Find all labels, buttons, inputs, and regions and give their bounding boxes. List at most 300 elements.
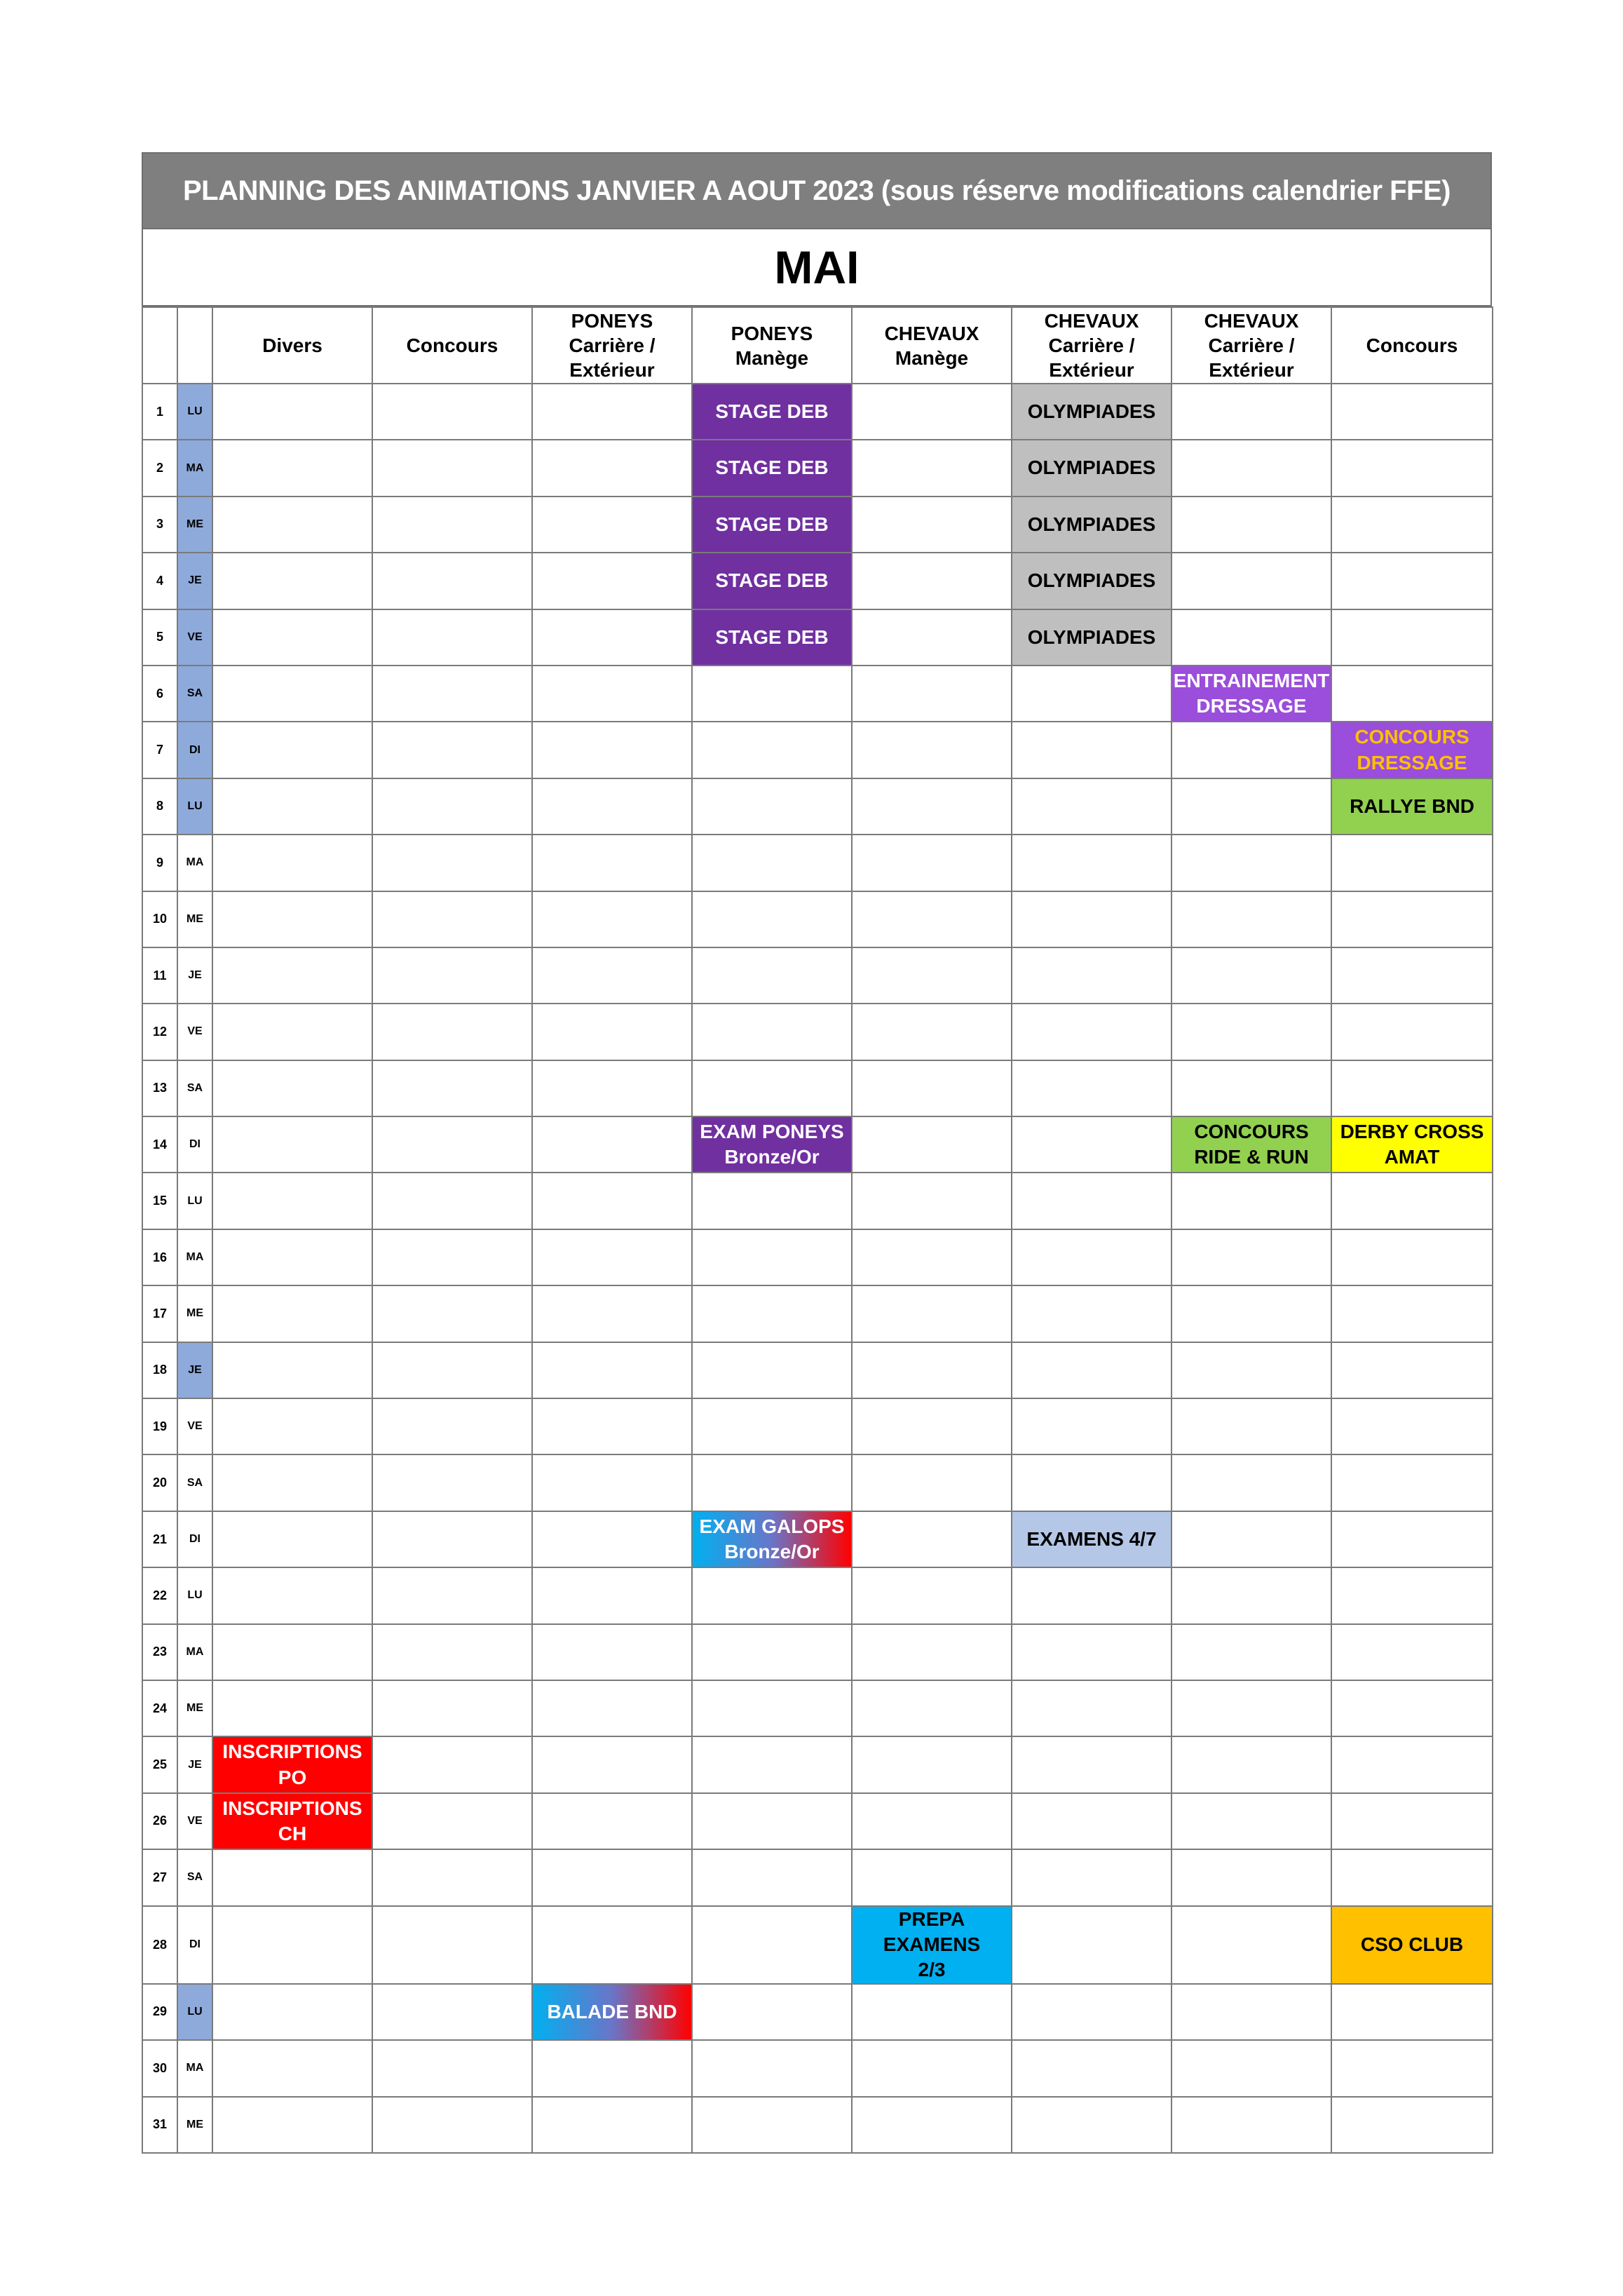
header-chevaux-carriere-2: CHEVAUX Carrière / Extérieur xyxy=(1172,307,1331,384)
day-number: 14 xyxy=(142,1116,177,1173)
empty-cell xyxy=(1331,497,1493,553)
event-cell: STAGE DEB xyxy=(692,609,852,666)
event-cell: OLYMPIADES xyxy=(1012,440,1172,496)
empty-cell xyxy=(212,835,372,891)
empty-cell xyxy=(532,947,692,1004)
empty-cell xyxy=(372,609,532,666)
empty-cell xyxy=(1331,1849,1493,1905)
weekday-abbrev: DI xyxy=(177,1511,212,1567)
weekday-abbrev: SA xyxy=(177,1849,212,1905)
empty-cell xyxy=(692,722,852,778)
empty-cell xyxy=(692,1736,852,1792)
empty-cell xyxy=(1172,1736,1331,1792)
empty-cell xyxy=(372,553,532,609)
empty-cell xyxy=(1012,891,1172,947)
weekday-abbrev: MA xyxy=(177,440,212,496)
empty-cell xyxy=(1331,1173,1493,1229)
empty-cell xyxy=(212,1229,372,1285)
empty-cell xyxy=(372,497,532,553)
empty-cell xyxy=(692,1567,852,1623)
weekday-abbrev: VE xyxy=(177,1793,212,1849)
event-cell: STAGE DEB xyxy=(692,384,852,440)
day-number: 31 xyxy=(142,2097,177,2153)
header-chevaux-manege: CHEVAUX Manège xyxy=(852,307,1012,384)
empty-cell xyxy=(1331,1984,1493,2040)
table-row xyxy=(142,1849,1493,1905)
event-cell: STAGE DEB xyxy=(692,440,852,496)
empty-cell xyxy=(1012,1285,1172,1342)
empty-cell xyxy=(1331,1060,1493,1116)
table-row xyxy=(142,384,1493,440)
planning-sheet xyxy=(142,152,1492,2154)
day-number: 9 xyxy=(142,835,177,891)
empty-cell xyxy=(692,2040,852,2096)
event-cell: OLYMPIADES xyxy=(1012,384,1172,440)
empty-cell xyxy=(692,1793,852,1849)
empty-cell xyxy=(1012,1342,1172,1398)
empty-cell xyxy=(852,440,1012,496)
table-row xyxy=(142,1060,1493,1116)
day-number: 30 xyxy=(142,2040,177,2096)
day-number: 15 xyxy=(142,1173,177,1229)
event-cell: OLYMPIADES xyxy=(1012,497,1172,553)
day-number: 18 xyxy=(142,1342,177,1398)
event-cell: ENTRAINEMENT DRESSAGE xyxy=(1172,666,1331,722)
table-row xyxy=(142,1116,1493,1173)
empty-cell xyxy=(212,947,372,1004)
weekday-abbrev: ME xyxy=(177,1285,212,1342)
page-title: PLANNING DES ANIMATIONS JANVIER A AOUT 2023 (sous réserve modifications calendrier FFE) xyxy=(142,152,1492,229)
empty-cell xyxy=(532,722,692,778)
empty-cell xyxy=(532,835,692,891)
empty-cell xyxy=(1331,1342,1493,1398)
empty-cell xyxy=(212,1984,372,2040)
empty-cell xyxy=(532,1116,692,1173)
table-row xyxy=(142,1624,1493,1680)
day-number: 4 xyxy=(142,553,177,609)
empty-cell xyxy=(692,1229,852,1285)
empty-cell xyxy=(692,1454,852,1511)
empty-cell xyxy=(532,1624,692,1680)
empty-cell xyxy=(1172,609,1331,666)
empty-cell xyxy=(532,1285,692,1342)
empty-cell xyxy=(1172,1906,1331,1984)
weekday-abbrev: VE xyxy=(177,1398,212,1454)
empty-cell xyxy=(532,1229,692,1285)
event-cell: BALADE BND xyxy=(532,1984,692,2040)
table-row xyxy=(142,778,1493,835)
empty-cell xyxy=(1331,1004,1493,1060)
empty-cell xyxy=(1172,497,1331,553)
table-row xyxy=(142,553,1493,609)
empty-cell xyxy=(1012,722,1172,778)
event-cell: INSCRIPTIONS PO xyxy=(212,1736,372,1792)
day-number: 3 xyxy=(142,497,177,553)
empty-cell xyxy=(1012,1736,1172,1792)
empty-cell xyxy=(532,609,692,666)
empty-cell xyxy=(692,891,852,947)
empty-cell xyxy=(1012,1060,1172,1116)
table-row xyxy=(142,1906,1493,1984)
empty-cell xyxy=(1172,2097,1331,2153)
empty-cell xyxy=(852,2040,1012,2096)
table-row xyxy=(142,1511,1493,1567)
empty-cell xyxy=(1012,2097,1172,2153)
weekday-abbrev: ME xyxy=(177,1680,212,1736)
schedule-table xyxy=(142,306,1493,2154)
empty-cell xyxy=(532,440,692,496)
empty-cell xyxy=(532,666,692,722)
day-number: 25 xyxy=(142,1736,177,1792)
empty-cell xyxy=(1331,1624,1493,1680)
empty-cell xyxy=(372,1116,532,1173)
event-cell: EXAM GALOPS Bronze/Or xyxy=(692,1511,852,1567)
empty-cell xyxy=(212,1060,372,1116)
table-row xyxy=(142,1004,1493,1060)
empty-cell xyxy=(212,1680,372,1736)
weekday-abbrev: ME xyxy=(177,891,212,947)
table-row xyxy=(142,440,1493,496)
day-number: 27 xyxy=(142,1849,177,1905)
empty-cell xyxy=(1172,1793,1331,1849)
empty-cell xyxy=(852,778,1012,835)
empty-cell xyxy=(212,384,372,440)
empty-cell xyxy=(532,891,692,947)
empty-cell xyxy=(372,1285,532,1342)
empty-cell xyxy=(1012,666,1172,722)
empty-cell xyxy=(1172,1511,1331,1567)
empty-cell xyxy=(852,1680,1012,1736)
empty-cell xyxy=(372,947,532,1004)
empty-cell xyxy=(372,1342,532,1398)
empty-cell xyxy=(1012,1624,1172,1680)
empty-cell xyxy=(1172,1173,1331,1229)
empty-cell xyxy=(1172,1849,1331,1905)
empty-cell xyxy=(532,1173,692,1229)
empty-cell xyxy=(532,1004,692,1060)
empty-cell xyxy=(212,1511,372,1567)
empty-cell xyxy=(852,1116,1012,1173)
empty-cell xyxy=(532,1511,692,1567)
empty-cell xyxy=(1012,1984,1172,2040)
empty-cell xyxy=(532,553,692,609)
table-row xyxy=(142,835,1493,891)
day-number: 20 xyxy=(142,1454,177,1511)
empty-cell xyxy=(1172,1454,1331,1511)
empty-cell xyxy=(692,1849,852,1905)
empty-cell xyxy=(852,609,1012,666)
day-number: 12 xyxy=(142,1004,177,1060)
empty-cell xyxy=(1012,1793,1172,1849)
empty-cell xyxy=(532,1454,692,1511)
empty-cell xyxy=(692,1398,852,1454)
empty-cell xyxy=(1172,1398,1331,1454)
empty-cell xyxy=(372,1398,532,1454)
empty-cell xyxy=(1172,1567,1331,1623)
empty-cell xyxy=(212,891,372,947)
table-row xyxy=(142,1736,1493,1792)
event-cell: CONCOURS DRESSAGE xyxy=(1331,722,1493,778)
empty-cell xyxy=(1172,947,1331,1004)
table-row xyxy=(142,1793,1493,1849)
empty-cell xyxy=(1331,609,1493,666)
empty-cell xyxy=(372,1060,532,1116)
empty-cell xyxy=(1331,666,1493,722)
empty-cell xyxy=(372,1906,532,1984)
table-row xyxy=(142,1229,1493,1285)
empty-cell xyxy=(212,609,372,666)
empty-cell xyxy=(1331,2097,1493,2153)
day-number: 26 xyxy=(142,1793,177,1849)
table-row xyxy=(142,1342,1493,1398)
empty-cell xyxy=(1172,1004,1331,1060)
empty-cell xyxy=(212,1398,372,1454)
empty-cell xyxy=(212,1285,372,1342)
empty-cell xyxy=(532,1906,692,1984)
table-row xyxy=(142,1173,1493,1229)
day-number: 2 xyxy=(142,440,177,496)
empty-cell xyxy=(372,666,532,722)
empty-cell xyxy=(532,1736,692,1792)
header-day xyxy=(177,307,212,384)
event-cell: OLYMPIADES xyxy=(1012,609,1172,666)
empty-cell xyxy=(1012,1116,1172,1173)
empty-cell xyxy=(1172,384,1331,440)
empty-cell xyxy=(852,1849,1012,1905)
empty-cell xyxy=(1331,947,1493,1004)
empty-cell xyxy=(212,1906,372,1984)
empty-cell xyxy=(1012,1567,1172,1623)
empty-cell xyxy=(692,778,852,835)
empty-cell xyxy=(1331,553,1493,609)
event-cell: INSCRIPTIONS CH xyxy=(212,1793,372,1849)
empty-cell xyxy=(372,1984,532,2040)
empty-cell xyxy=(532,778,692,835)
empty-cell xyxy=(1331,1736,1493,1792)
table-row xyxy=(142,1680,1493,1736)
empty-cell xyxy=(1012,1680,1172,1736)
empty-cell xyxy=(1172,778,1331,835)
day-number: 11 xyxy=(142,947,177,1004)
weekday-abbrev: ME xyxy=(177,2097,212,2153)
table-row xyxy=(142,1984,1493,2040)
table-row xyxy=(142,1398,1493,1454)
empty-cell xyxy=(212,722,372,778)
empty-cell xyxy=(1331,1229,1493,1285)
empty-cell xyxy=(1172,835,1331,891)
empty-cell xyxy=(692,1004,852,1060)
empty-cell xyxy=(852,1060,1012,1116)
day-number: 23 xyxy=(142,1624,177,1680)
empty-cell xyxy=(1172,1680,1331,1736)
weekday-abbrev: SA xyxy=(177,666,212,722)
empty-cell xyxy=(372,1173,532,1229)
table-row xyxy=(142,609,1493,666)
empty-cell xyxy=(852,666,1012,722)
empty-cell xyxy=(852,1173,1012,1229)
empty-cell xyxy=(212,1004,372,1060)
empty-cell xyxy=(1331,1454,1493,1511)
empty-cell xyxy=(852,497,1012,553)
empty-cell xyxy=(1012,835,1172,891)
empty-cell xyxy=(212,666,372,722)
empty-cell xyxy=(1331,835,1493,891)
empty-cell xyxy=(372,1229,532,1285)
empty-cell xyxy=(852,947,1012,1004)
empty-cell xyxy=(1172,722,1331,778)
event-cell: PREPA EXAMENS 2/3 xyxy=(852,1906,1012,1984)
empty-cell xyxy=(852,1984,1012,2040)
empty-cell xyxy=(692,1285,852,1342)
empty-cell xyxy=(852,1511,1012,1567)
weekday-abbrev: MA xyxy=(177,835,212,891)
table-row xyxy=(142,891,1493,947)
empty-cell xyxy=(532,1849,692,1905)
day-number: 8 xyxy=(142,778,177,835)
empty-cell xyxy=(372,1680,532,1736)
empty-cell xyxy=(212,1454,372,1511)
empty-cell xyxy=(532,1342,692,1398)
day-number: 22 xyxy=(142,1567,177,1623)
table-row xyxy=(142,1454,1493,1511)
header-poneys-manege: PONEYS Manège xyxy=(692,307,852,384)
header-divers: Divers xyxy=(212,307,372,384)
table-row xyxy=(142,2097,1493,2153)
day-number: 16 xyxy=(142,1229,177,1285)
empty-cell xyxy=(212,497,372,553)
event-cell: CSO CLUB xyxy=(1331,1906,1493,1984)
empty-cell xyxy=(692,835,852,891)
empty-cell xyxy=(372,2040,532,2096)
weekday-abbrev: VE xyxy=(177,609,212,666)
weekday-abbrev: DI xyxy=(177,722,212,778)
event-cell: CONCOURS RIDE & RUN xyxy=(1172,1116,1331,1173)
empty-cell xyxy=(212,778,372,835)
empty-cell xyxy=(1172,1229,1331,1285)
empty-cell xyxy=(1012,1173,1172,1229)
empty-cell xyxy=(372,2097,532,2153)
weekday-abbrev: LU xyxy=(177,1173,212,1229)
empty-cell xyxy=(532,1793,692,1849)
empty-cell xyxy=(372,1736,532,1792)
empty-cell xyxy=(1172,2040,1331,2096)
day-number: 19 xyxy=(142,1398,177,1454)
empty-cell xyxy=(1331,2040,1493,2096)
weekday-abbrev: VE xyxy=(177,1004,212,1060)
empty-cell xyxy=(1331,1793,1493,1849)
empty-cell xyxy=(372,1004,532,1060)
empty-cell xyxy=(852,1398,1012,1454)
empty-cell xyxy=(372,440,532,496)
event-cell: STAGE DEB xyxy=(692,553,852,609)
empty-cell xyxy=(532,1567,692,1623)
header-chevaux-carriere: CHEVAUX Carrière / Extérieur xyxy=(1012,307,1172,384)
empty-cell xyxy=(852,553,1012,609)
table-row xyxy=(142,947,1493,1004)
empty-cell xyxy=(692,1680,852,1736)
empty-cell xyxy=(852,384,1012,440)
event-cell: DERBY CROSS AMAT xyxy=(1331,1116,1493,1173)
empty-cell xyxy=(692,947,852,1004)
event-cell: EXAM PONEYS Bronze/Or xyxy=(692,1116,852,1173)
weekday-abbrev: MA xyxy=(177,1624,212,1680)
weekday-abbrev: DI xyxy=(177,1906,212,1984)
empty-cell xyxy=(372,778,532,835)
empty-cell xyxy=(372,1793,532,1849)
header-poneys-carriere: PONEYS Carrière / Extérieur xyxy=(532,307,692,384)
empty-cell xyxy=(692,1984,852,2040)
day-number: 29 xyxy=(142,1984,177,2040)
empty-cell xyxy=(692,1060,852,1116)
day-number: 17 xyxy=(142,1285,177,1342)
empty-cell xyxy=(532,1680,692,1736)
empty-cell xyxy=(212,1624,372,1680)
event-cell: STAGE DEB xyxy=(692,497,852,553)
day-number: 28 xyxy=(142,1906,177,1984)
weekday-abbrev: SA xyxy=(177,1060,212,1116)
empty-cell xyxy=(1172,1060,1331,1116)
empty-cell xyxy=(372,1567,532,1623)
weekday-abbrev: LU xyxy=(177,384,212,440)
event-cell: EXAMENS 4/7 xyxy=(1012,1511,1172,1567)
empty-cell xyxy=(532,497,692,553)
empty-cell xyxy=(372,384,532,440)
empty-cell xyxy=(212,1173,372,1229)
table-row xyxy=(142,2040,1493,2096)
empty-cell xyxy=(1012,778,1172,835)
header-row xyxy=(142,307,1493,384)
day-number: 7 xyxy=(142,722,177,778)
empty-cell xyxy=(212,2040,372,2096)
weekday-abbrev: DI xyxy=(177,1116,212,1173)
empty-cell xyxy=(852,1736,1012,1792)
empty-cell xyxy=(852,891,1012,947)
empty-cell xyxy=(1012,1004,1172,1060)
header-concours: Concours xyxy=(372,307,532,384)
empty-cell xyxy=(532,1060,692,1116)
empty-cell xyxy=(532,2097,692,2153)
empty-cell xyxy=(212,1116,372,1173)
empty-cell xyxy=(692,2097,852,2153)
empty-cell xyxy=(1012,1398,1172,1454)
empty-cell xyxy=(212,2097,372,2153)
empty-cell xyxy=(1012,1849,1172,1905)
empty-cell xyxy=(1331,384,1493,440)
empty-cell xyxy=(532,2040,692,2096)
event-cell: RALLYE BND xyxy=(1331,778,1493,835)
weekday-abbrev: MA xyxy=(177,2040,212,2096)
empty-cell xyxy=(212,1849,372,1905)
weekday-abbrev: MA xyxy=(177,1229,212,1285)
empty-cell xyxy=(372,722,532,778)
empty-cell xyxy=(1331,891,1493,947)
weekday-abbrev: JE xyxy=(177,947,212,1004)
empty-cell xyxy=(372,1454,532,1511)
day-number: 6 xyxy=(142,666,177,722)
weekday-abbrev: SA xyxy=(177,1454,212,1511)
empty-cell xyxy=(212,1567,372,1623)
empty-cell xyxy=(852,1342,1012,1398)
weekday-abbrev: JE xyxy=(177,553,212,609)
month-title: MAI xyxy=(142,229,1492,306)
empty-cell xyxy=(1331,1567,1493,1623)
empty-cell xyxy=(212,1342,372,1398)
empty-cell xyxy=(852,722,1012,778)
header-num xyxy=(142,307,177,384)
empty-cell xyxy=(852,1567,1012,1623)
table-row xyxy=(142,1285,1493,1342)
empty-cell xyxy=(1172,553,1331,609)
